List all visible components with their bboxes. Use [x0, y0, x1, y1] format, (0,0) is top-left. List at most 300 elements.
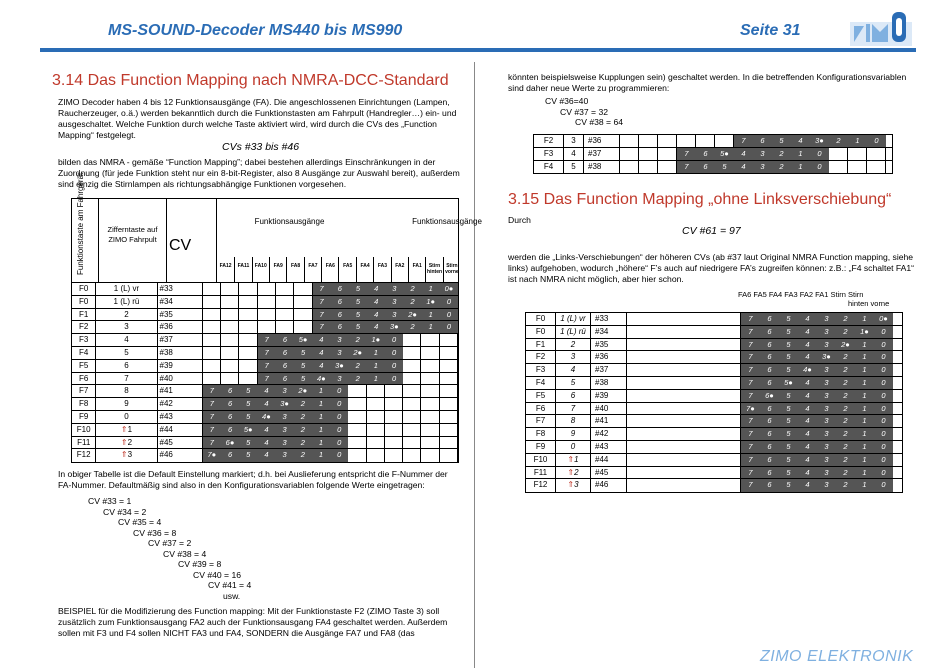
bit-cell: 7: [741, 351, 760, 363]
cv-range-caption: CVs #33 bis #46: [222, 141, 300, 153]
empty-cell: [627, 351, 741, 363]
bit-cell: 4: [791, 135, 810, 147]
bit-cell: 3: [817, 415, 836, 427]
cv-cell: #43: [158, 411, 203, 423]
section-heading-3-14: 3.14 Das Function Mapping nach NMRA-DCC-Standard: [52, 72, 449, 89]
bit-cell: 1: [367, 360, 385, 372]
bit-cell: 6: [331, 296, 349, 308]
bit-cell: 4: [734, 148, 753, 160]
modified-mapping-table: [533, 134, 893, 174]
bit-cell: 5: [239, 411, 257, 423]
empty-cell: [440, 411, 458, 423]
empty-cell: [620, 161, 639, 174]
cv-cell: #45: [158, 437, 203, 449]
empty-cell: [385, 385, 403, 397]
bit-cell: 7: [258, 360, 276, 372]
bit-cell: 3: [276, 449, 294, 462]
number-key-label: 1: [574, 454, 579, 464]
number-key-label: 0: [124, 411, 129, 421]
empty-cell: [221, 334, 239, 346]
bit-cell: 6: [760, 326, 779, 338]
cv-cell: #35: [591, 339, 627, 351]
shift-arrow-icon: ⇑: [567, 467, 575, 477]
number-key-cell: [96, 411, 157, 423]
bit-cell: 7: [741, 441, 760, 453]
bit-cell: 2: [294, 398, 312, 410]
bit-cell: 0: [874, 364, 893, 376]
bit-cell: 5: [294, 373, 312, 385]
number-key-cell: [96, 296, 157, 308]
section-heading-3-15: 3.15 Das Function Mapping „ohne Linksverschiebung“: [508, 191, 892, 208]
bit-cell: 0: [874, 326, 893, 338]
number-key-label: 2: [574, 467, 579, 477]
output-header: FA11: [234, 257, 251, 283]
cv-cell: #40: [591, 403, 627, 415]
bit-cell: 0●: [440, 283, 458, 295]
shift-arrow-icon: ⇑: [120, 437, 128, 447]
bit-cell: 3: [276, 437, 294, 449]
bit-cell: 5: [294, 347, 312, 359]
bit-cell: 3: [753, 161, 772, 174]
default-cv-line: usw.: [223, 590, 241, 601]
after-table-paragraph: In obiger Tabelle ist die Default Einstellung markiert; d.h. bei Auslieferung entspricht die F-Nummer der FA-Nummer. Defaultmäßig sind also in den Konfigurationsvariablen folgende Werte eingetragen:: [58, 469, 448, 490]
number-key-cell: 5: [564, 161, 584, 174]
number-key-label: 3: [127, 450, 133, 460]
empty-cell: [294, 321, 312, 333]
empty-cell: [848, 148, 867, 160]
number-key-cell: [96, 449, 157, 462]
number-key-cell: [96, 283, 157, 295]
table-row: [526, 326, 902, 339]
table-row: [534, 135, 892, 148]
function-key-cell: F0: [526, 313, 556, 325]
bit-cell: 1: [312, 437, 330, 449]
bit-cell: 2: [836, 415, 855, 427]
cv-cell: #42: [158, 398, 203, 410]
empty-cell: [348, 398, 366, 410]
bit-cell: 3: [276, 411, 294, 423]
table-row: [534, 148, 892, 161]
bit-cell: 7: [258, 347, 276, 359]
empty-cell: [203, 373, 221, 385]
cv-cell: #44: [591, 454, 627, 466]
number-key-label: 2: [127, 437, 133, 447]
table-body: [72, 283, 458, 462]
empty-cell: [221, 283, 239, 295]
bit-cell: 1: [422, 309, 440, 321]
function-key-cell: F1: [526, 339, 556, 351]
bit-cell: 7: [313, 283, 331, 295]
function-key-cell: F5: [526, 390, 556, 402]
table-row: [72, 296, 458, 309]
empty-cell: [385, 437, 403, 449]
bit-cell: 6: [760, 479, 779, 492]
bit-cell: 0: [330, 437, 348, 449]
number-key-cell: [96, 360, 157, 372]
bit-cell: 5: [349, 309, 367, 321]
number-key-label: 0: [570, 441, 576, 451]
empty-cell: [440, 385, 458, 397]
bit-cell: 0: [330, 398, 348, 410]
bit-cell: 1: [855, 454, 874, 466]
bit-cell: 1: [855, 313, 874, 325]
bit-cell: 1●: [367, 334, 385, 346]
bit-cell: 6: [760, 377, 779, 389]
bit-cell: 3●: [817, 351, 836, 363]
number-key-cell: [556, 403, 591, 415]
bit-cell: 6: [760, 415, 779, 427]
number-key-cell: [96, 347, 157, 359]
empty-cell: [440, 347, 458, 359]
function-key-cell: F6: [72, 373, 96, 385]
bit-cell: 5: [239, 385, 257, 397]
bit-cell: 2: [294, 424, 312, 436]
output-header: FA5: [338, 257, 355, 283]
bit-cell: 6: [276, 334, 294, 346]
bit-cell: 5: [779, 454, 798, 466]
bit-cell: 4: [798, 377, 817, 389]
function-key-cell: F7: [72, 385, 96, 397]
function-key-cell: F4: [526, 377, 556, 389]
table-row: [72, 437, 458, 450]
bit-cell: 2: [836, 364, 855, 376]
empty-cell: [367, 411, 385, 423]
cv-cell: #42: [591, 428, 627, 440]
bit-cell: 6: [331, 309, 349, 321]
col-header-function-key: [72, 172, 99, 283]
default-cv-line: CV #34 = 2: [103, 506, 147, 517]
bit-cell: 1: [367, 347, 385, 359]
function-key-cell: F2: [72, 321, 96, 333]
table-row: [526, 479, 902, 492]
number-key-cell: [96, 334, 157, 346]
bit-cell: 7: [741, 390, 760, 402]
empty-cell: [627, 428, 741, 440]
empty-cell: [440, 334, 458, 346]
empty-cell: [221, 373, 239, 385]
bit-cell: 4: [734, 161, 753, 174]
function-key-cell: F12: [526, 479, 556, 492]
empty-cell: [867, 161, 886, 174]
empty-cell: [639, 161, 658, 174]
bit-cell: 3: [330, 373, 348, 385]
bit-cell: 7: [741, 377, 760, 389]
bit-cell: 7: [203, 424, 221, 436]
bit-cell: 7: [203, 398, 221, 410]
number-key-label: 1 (L) vr: [560, 314, 586, 323]
bit-cell: 3: [385, 283, 403, 295]
bit-cell: 0: [330, 449, 348, 462]
bit-cell: 0: [874, 351, 893, 363]
bit-cell: 2: [403, 296, 421, 308]
bit-cell: 1: [848, 135, 867, 147]
bit-cell: 3: [817, 467, 836, 479]
bit-cell: 7: [677, 161, 696, 174]
number-key-cell: [96, 373, 157, 385]
bit-cell: 2: [836, 313, 855, 325]
bit-cell: 6: [760, 351, 779, 363]
bit-cell: 6: [221, 398, 239, 410]
bit-cell: 2: [349, 334, 367, 346]
empty-cell: [440, 437, 458, 449]
empty-cell: [385, 449, 403, 462]
bit-cell: 7: [258, 334, 276, 346]
bit-cell: 2: [836, 326, 855, 338]
bit-cell: 3●: [810, 135, 829, 147]
bit-cell: 4: [257, 424, 275, 436]
empty-cell: [203, 321, 221, 333]
function-key-cell: F11: [526, 467, 556, 479]
bit-cell: 5: [779, 415, 798, 427]
bit-cell: 2: [836, 351, 855, 363]
cv-cell: #34: [158, 296, 203, 308]
bit-cell: 4: [798, 467, 817, 479]
bit-cell: 5: [349, 283, 367, 295]
function-key-cell: F8: [72, 398, 96, 410]
bit-cell: 1: [855, 428, 874, 440]
bit-cell: 0: [874, 454, 893, 466]
empty-cell: [627, 403, 741, 415]
shift-arrow-icon: ⇑: [120, 450, 128, 460]
number-key-cell: [556, 441, 591, 453]
bit-cell: 3●: [385, 321, 403, 333]
bit-cell: 7: [313, 296, 331, 308]
bit-cell: 5●: [294, 334, 312, 346]
bit-cell: 0: [385, 373, 403, 385]
number-key-label: 1 (L) rü: [113, 296, 140, 306]
bit-cell: 7: [313, 321, 331, 333]
cv-cell: #37: [584, 148, 620, 160]
number-key-label: 9: [124, 399, 129, 409]
empty-cell: [421, 424, 439, 436]
bit-cell: 0: [874, 339, 893, 351]
bit-cell: 1●: [422, 296, 440, 308]
empty-cell: [677, 135, 696, 147]
empty-cell: [421, 437, 439, 449]
empty-cell: [848, 161, 867, 174]
bit-cell: 3: [817, 313, 836, 325]
empty-cell: [403, 334, 421, 346]
function-key-cell: F2: [534, 135, 564, 147]
bit-cell: 3: [817, 479, 836, 492]
bit-cell: 2: [294, 437, 312, 449]
bit-cell: 1: [367, 373, 385, 385]
empty-cell: [627, 415, 741, 427]
output-labels: [738, 290, 889, 308]
number-key-label: 5: [570, 377, 576, 387]
bit-cell: 4●: [798, 364, 817, 376]
empty-cell: [627, 364, 741, 376]
empty-cell: [221, 309, 239, 321]
cv-cell: #38: [584, 161, 620, 174]
bit-cell: 5: [779, 467, 798, 479]
bit-cell: 1: [855, 415, 874, 427]
bit-cell: 0: [330, 385, 348, 397]
number-key-cell: [96, 424, 157, 436]
output-header: FA1: [408, 257, 425, 283]
empty-cell: [294, 283, 312, 295]
empty-cell: [627, 454, 741, 466]
number-key-label: 4: [124, 335, 129, 345]
column-divider: [474, 62, 475, 668]
output-header: FA8: [286, 257, 303, 283]
empty-cell: [403, 385, 421, 397]
bit-cell: 0: [867, 135, 886, 147]
bit-cell: 2●: [294, 385, 312, 397]
number-key-cell: [556, 339, 591, 351]
bit-cell: 2: [403, 283, 421, 295]
empty-cell: [348, 385, 366, 397]
empty-cell: [403, 449, 421, 462]
empty-cell: [203, 360, 221, 372]
bit-cell: 2: [836, 454, 855, 466]
empty-cell: [403, 360, 421, 372]
bit-cell: 4●: [312, 373, 330, 385]
empty-cell: [239, 309, 257, 321]
bit-cell: 3: [330, 347, 348, 359]
number-key-cell: 4: [564, 148, 584, 160]
bit-cell: 5: [779, 351, 798, 363]
number-key-label: 3: [574, 480, 579, 490]
empty-cell: [627, 339, 741, 351]
bit-cell: 5●: [715, 148, 734, 160]
number-key-cell: [96, 309, 157, 321]
empty-cell: [658, 148, 677, 160]
bit-cell: 7: [203, 437, 221, 449]
empty-cell: [258, 283, 276, 295]
cv-cell: #33: [158, 283, 203, 295]
bit-cell: 7: [741, 428, 760, 440]
group-header-outputs-2: Funktionsausgänge: [412, 217, 482, 226]
output-header: FA3: [373, 257, 390, 283]
bit-cell: 2: [294, 449, 312, 462]
table-row: [72, 334, 458, 347]
cv-cell: #39: [591, 390, 627, 402]
bit-cell: 7: [313, 309, 331, 321]
bit-cell: 1: [855, 351, 874, 363]
number-key-label: 2: [124, 309, 129, 319]
empty-cell: [620, 135, 639, 147]
cv61-value: CV #61 = 97: [682, 225, 741, 237]
bit-cell: 4: [367, 309, 385, 321]
bit-cell: 0: [385, 360, 403, 372]
number-key-cell: [556, 377, 591, 389]
bit-cell: 2: [829, 135, 848, 147]
empty-cell: [829, 148, 848, 160]
empty-cell: [203, 334, 221, 346]
shift-arrow-icon: ⇑: [567, 454, 575, 464]
empty-cell: [276, 283, 294, 295]
empty-cell: [385, 398, 403, 410]
empty-cell: [696, 135, 715, 147]
table-row: [72, 347, 458, 360]
bit-cell: 5: [349, 296, 367, 308]
bit-cell: 5: [239, 398, 257, 410]
number-key-cell: [556, 364, 591, 376]
empty-cell: [627, 390, 741, 402]
bit-cell: 7: [741, 326, 760, 338]
cv-cell: #35: [158, 309, 203, 321]
bit-cell: 0: [440, 296, 458, 308]
bit-cell: 1: [855, 364, 874, 376]
table-row: [526, 390, 902, 403]
empty-cell: [221, 296, 239, 308]
bit-cell: 6: [760, 403, 779, 415]
cv-cell: #39: [158, 360, 203, 372]
bit-cell: 7: [203, 411, 221, 423]
bit-cell: 5: [294, 360, 312, 372]
number-key-label: 6: [570, 390, 576, 400]
bit-cell: 7: [741, 364, 760, 376]
bit-cell: 6: [276, 360, 294, 372]
bit-cell: 2: [772, 148, 791, 160]
bit-cell: 2: [836, 390, 855, 402]
empty-cell: [421, 449, 439, 462]
bit-cell: 4: [798, 390, 817, 402]
bit-cell: 4: [798, 454, 817, 466]
cv-cell: #46: [591, 479, 627, 492]
empty-cell: [627, 479, 741, 492]
bit-cell: 5●: [239, 424, 257, 436]
table-row: [526, 441, 902, 454]
empty-cell: [440, 360, 458, 372]
empty-cell: [403, 373, 421, 385]
function-key-cell: F5: [72, 360, 96, 372]
bit-cell: 2: [836, 467, 855, 479]
empty-cell: [348, 424, 366, 436]
bit-cell: 1: [855, 339, 874, 351]
empty-cell: [367, 437, 385, 449]
empty-cell: [421, 398, 439, 410]
col-header-cv: CV: [167, 199, 217, 283]
new-cv-line: CV #37 = 32: [560, 106, 609, 117]
bit-cell: 1: [422, 283, 440, 295]
table-row: [526, 313, 902, 326]
default-cv-line: CV #38 = 4: [163, 548, 207, 559]
empty-cell: [221, 360, 239, 372]
col-header-number-key: Zifferntaste auf ZIMO Fahrpult: [99, 199, 167, 283]
empty-cell: [403, 398, 421, 410]
zimo-logo: [850, 8, 912, 48]
bit-cell: 0: [874, 390, 893, 402]
bit-cell: 0: [440, 309, 458, 321]
bit-cell: 2: [836, 441, 855, 453]
number-key-label: 1 (L) vr: [113, 284, 140, 293]
bit-cell: 6: [760, 441, 779, 453]
number-key-label: 3: [124, 322, 129, 332]
bit-cell: 7: [258, 373, 276, 385]
empty-cell: [203, 309, 221, 321]
cv-cell: #41: [591, 415, 627, 427]
empty-cell: [867, 148, 886, 160]
empty-cell: [639, 148, 658, 160]
empty-cell: [385, 411, 403, 423]
function-key-cell: F10: [72, 424, 96, 436]
output-header: Stirn vorne: [443, 257, 460, 283]
cv-cell: #36: [591, 351, 627, 363]
output-header: FA10: [252, 257, 269, 283]
function-key-cell: F0: [526, 326, 556, 338]
function-key-cell: F0: [72, 296, 96, 308]
output-header: FA9: [269, 257, 286, 283]
function-key-cell: F4: [534, 161, 564, 174]
table-row: [526, 467, 902, 480]
bit-cell: 2: [294, 411, 312, 423]
empty-cell: [367, 398, 385, 410]
cv-cell: #38: [158, 347, 203, 359]
empty-cell: [203, 283, 221, 295]
bit-cell: 5: [779, 313, 798, 325]
